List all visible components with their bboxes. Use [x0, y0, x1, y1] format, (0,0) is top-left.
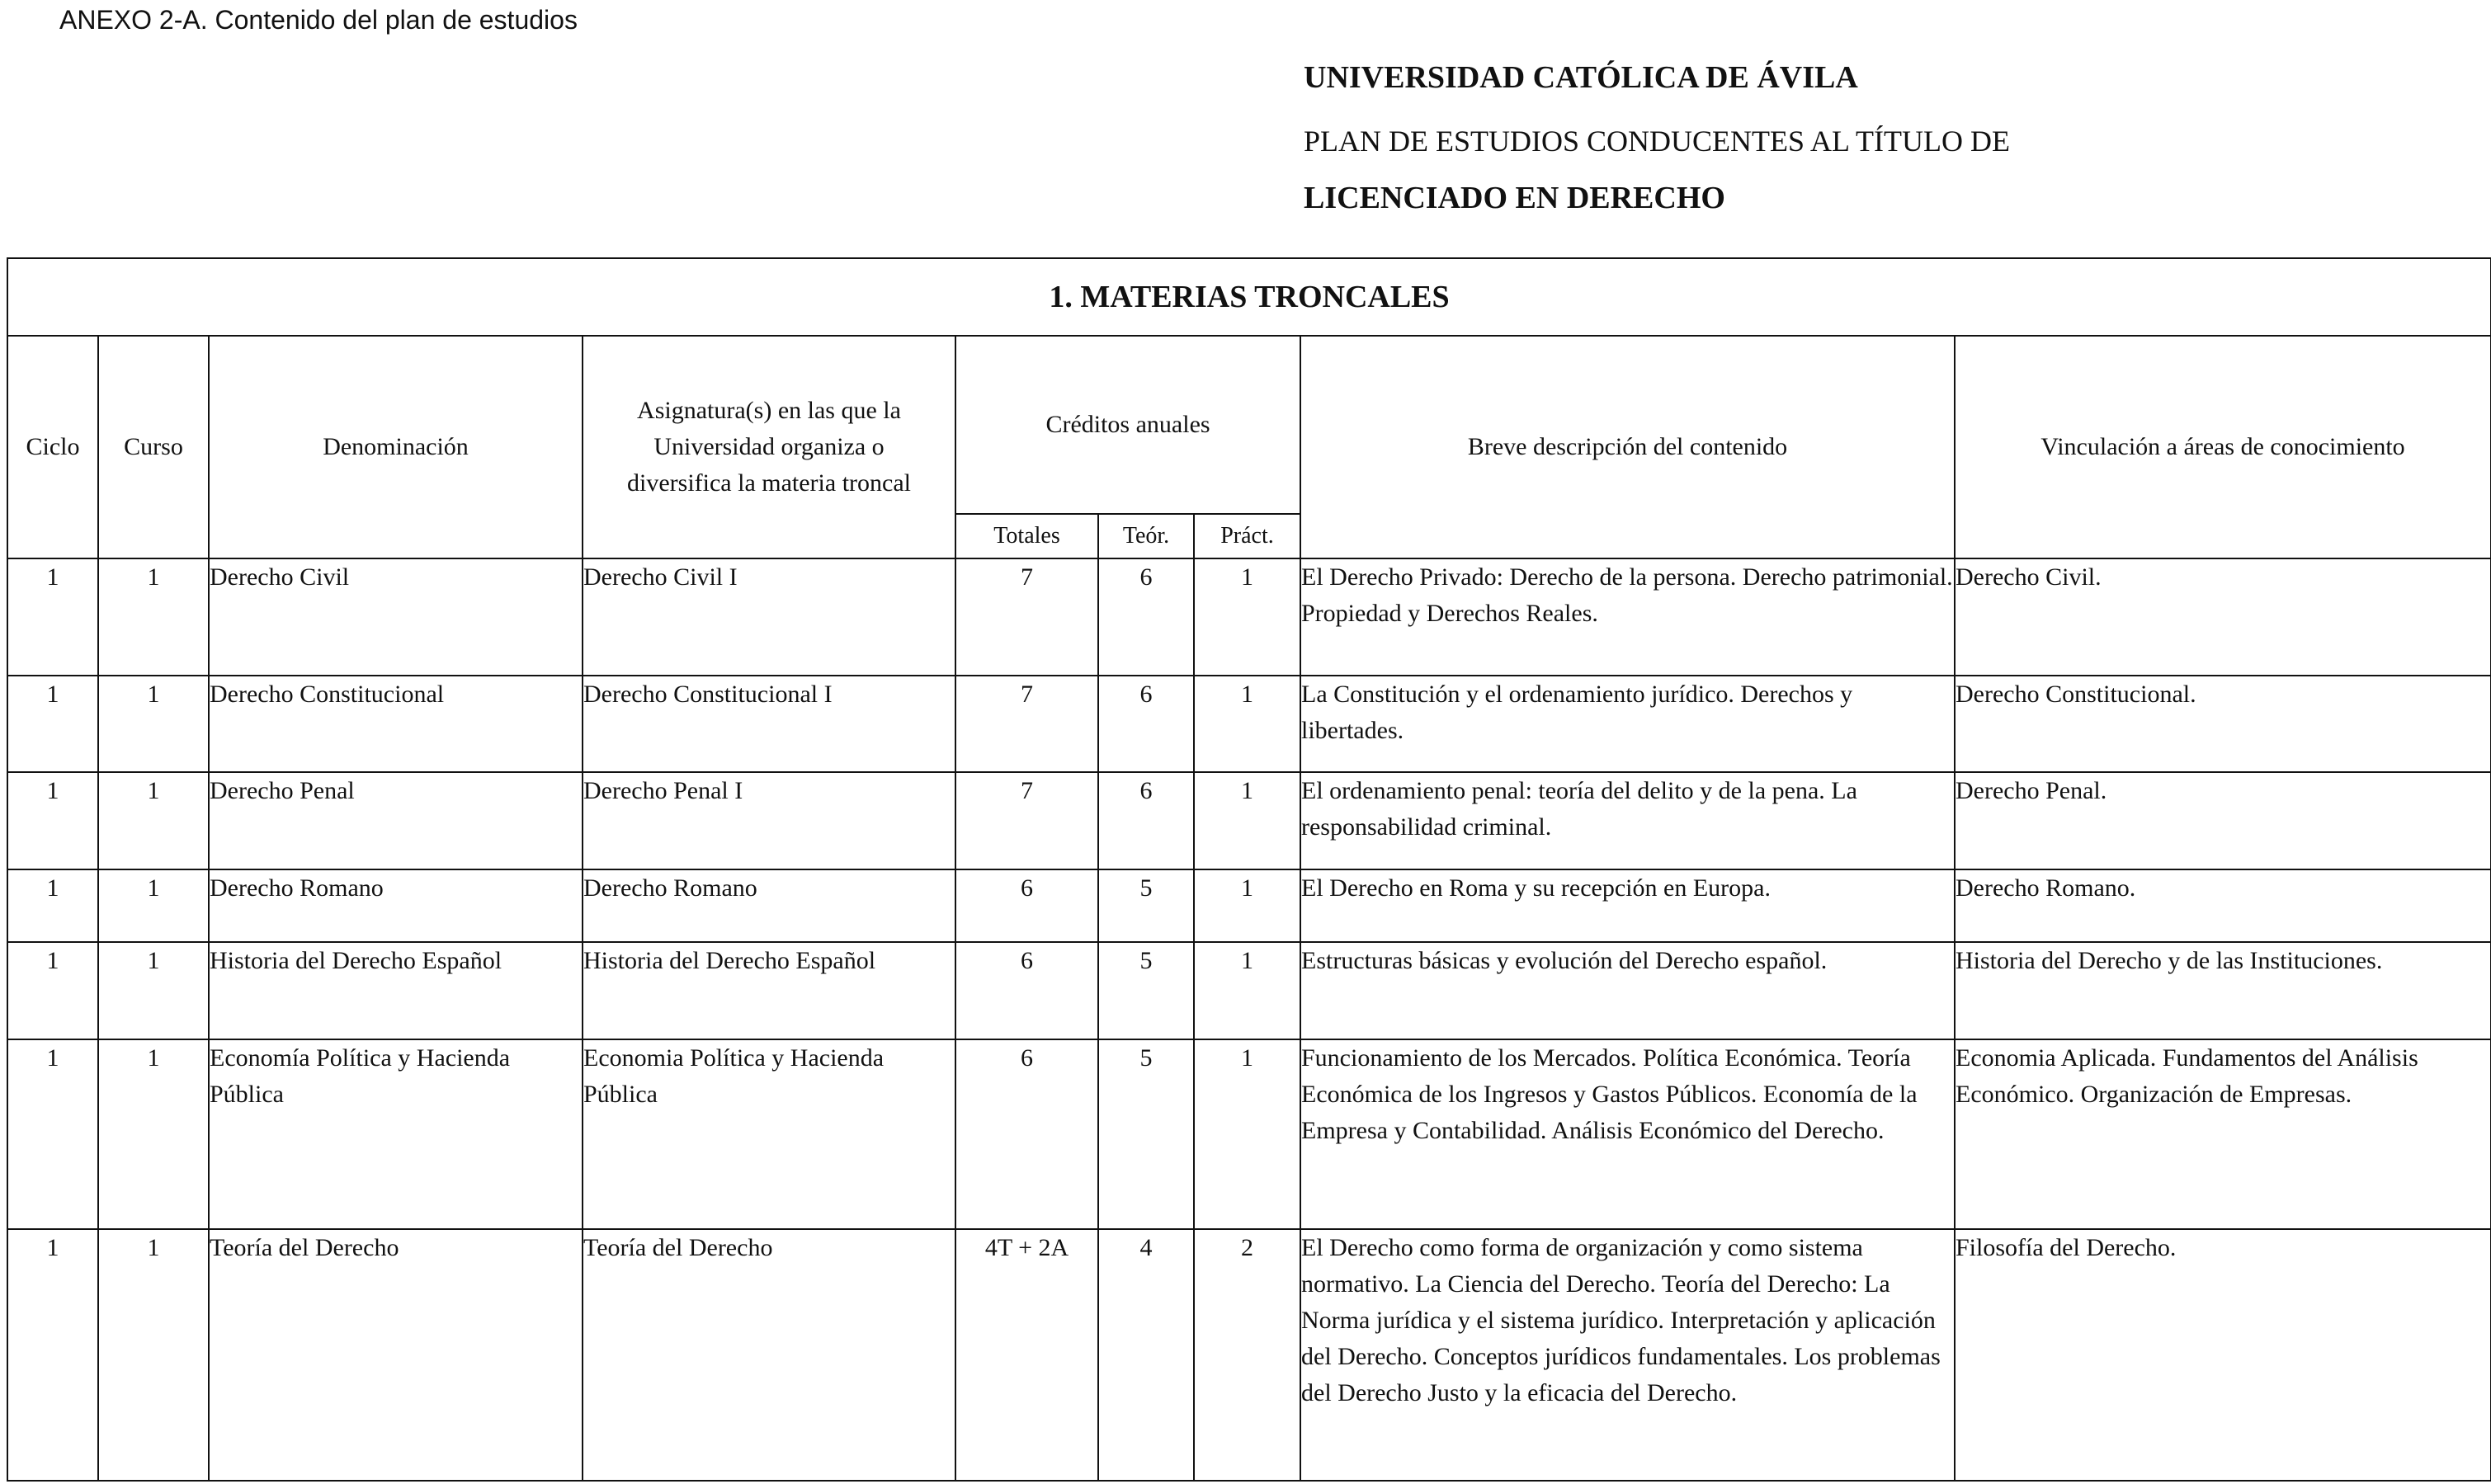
cell-curso: 1 — [98, 1039, 209, 1229]
cell-vinculacion: Economia Aplicada. Fundamentos del Análisis Económico. Organización de Empresas. — [1955, 1039, 2491, 1229]
header-descripcion: Breve descripción del contenido — [1300, 336, 1955, 558]
cell-totales: 6 — [955, 869, 1098, 942]
cell-totales: 4T + 2A — [955, 1229, 1098, 1481]
table-row — [7, 558, 2491, 676]
degree-title: LICENCIADO EN DERECHO — [1304, 181, 1725, 215]
cell-vinculacion: Filosofía del Derecho. — [1955, 1229, 2491, 1481]
table-row — [7, 1229, 2491, 1481]
section-title: 1. MATERIAS TRONCALES — [7, 258, 2491, 336]
cell-curso: 1 — [98, 772, 209, 869]
cell-totales: 6 — [955, 1039, 1098, 1229]
cell-asignatura: Derecho Constitucional I — [583, 676, 955, 772]
cell-ciclo: 1 — [7, 869, 98, 942]
cell-vinculacion: Derecho Romano. — [1955, 869, 2491, 942]
cell-vinculacion: Derecho Penal. — [1955, 772, 2491, 869]
header-creditos: Créditos anuales — [955, 336, 1300, 514]
table-row — [7, 676, 2491, 772]
cell-vinculacion: Derecho Civil. — [1955, 558, 2491, 676]
cell-pract: 1 — [1194, 942, 1300, 1039]
cell-descripcion: Estructuras básicas y evolución del Derecho español. — [1300, 942, 1955, 1039]
header-denominacion: Denominación — [209, 336, 583, 558]
header-pract: Práct. — [1194, 514, 1300, 558]
cell-totales: 7 — [955, 558, 1098, 676]
cell-teor: 5 — [1098, 942, 1194, 1039]
cell-curso: 1 — [98, 869, 209, 942]
table-row — [7, 869, 2491, 942]
cell-descripcion: El Derecho como forma de organización y como sistema normativo. La Ciencia del Derecho. Teoría del Derecho: La Norma jurídica y el sistema jurídico. Interpretación y aplicación del Derecho. Conceptos jurídicos fundamentales. Los problemas del Derecho Justo y la eficacia del Derecho. — [1300, 1229, 1955, 1481]
cell-asignatura: Derecho Romano — [583, 869, 955, 942]
cell-ciclo: 1 — [7, 942, 98, 1039]
cell-denominacion: Derecho Romano — [209, 869, 583, 942]
cell-denominacion: Derecho Constitucional — [209, 676, 583, 772]
cell-vinculacion: Historia del Derecho y de las Instituciones. — [1955, 942, 2491, 1039]
cell-teor: 6 — [1098, 558, 1194, 676]
header-teor: Teór. — [1098, 514, 1194, 558]
table-row — [7, 942, 2491, 1039]
header-totales: Totales — [955, 514, 1098, 558]
cell-denominacion: Economía Política y Hacienda Pública — [209, 1039, 583, 1229]
cell-curso: 1 — [98, 942, 209, 1039]
cell-pract: 1 — [1194, 772, 1300, 869]
cell-vinculacion: Derecho Constitucional. — [1955, 676, 2491, 772]
header-vinculacion: Vinculación a áreas de conocimiento — [1955, 336, 2491, 558]
cell-pract: 2 — [1194, 1229, 1300, 1481]
cell-teor: 6 — [1098, 676, 1194, 772]
cell-denominacion: Derecho Penal — [209, 772, 583, 869]
cell-teor: 4 — [1098, 1229, 1194, 1481]
cell-ciclo: 1 — [7, 1229, 98, 1481]
cell-asignatura: Derecho Civil I — [583, 558, 955, 676]
cell-totales: 7 — [955, 676, 1098, 772]
cell-pract: 1 — [1194, 676, 1300, 772]
annex-label: ANEXO 2-A. Contenido del plan de estudios — [59, 5, 578, 35]
table-row — [7, 772, 2491, 869]
plan-line: PLAN DE ESTUDIOS CONDUCENTES AL TÍTULO DE — [1304, 125, 2010, 158]
cell-asignatura: Teoría del Derecho — [583, 1229, 955, 1481]
cell-ciclo: 1 — [7, 772, 98, 869]
cell-pract: 1 — [1194, 558, 1300, 676]
table-row — [7, 1039, 2491, 1229]
cell-curso: 1 — [98, 558, 209, 676]
cell-descripcion: El Derecho Privado: Derecho de la persona. Derecho patrimonial. Propiedad y Derechos Reales. — [1300, 558, 1955, 676]
cell-asignatura: Economia Política y Hacienda Pública — [583, 1039, 955, 1229]
cell-teor: 6 — [1098, 772, 1194, 869]
cell-pract: 1 — [1194, 1039, 1300, 1229]
cell-denominacion: Derecho Civil — [209, 558, 583, 676]
cell-descripcion: El ordenamiento penal: teoría del delito y de la pena. La responsabilidad criminal. — [1300, 772, 1955, 869]
header-asignaturas: Asignatura(s) en las que la Universidad organiza o diversifica la materia troncal — [583, 336, 955, 558]
cell-totales: 6 — [955, 942, 1098, 1039]
cell-curso: 1 — [98, 1229, 209, 1481]
header-ciclo: Ciclo — [7, 336, 98, 558]
cell-asignatura: Derecho Penal I — [583, 772, 955, 869]
cell-ciclo: 1 — [7, 558, 98, 676]
cell-denominacion: Historia del Derecho Español — [209, 942, 583, 1039]
header-curso: Curso — [98, 336, 209, 558]
subjects-table — [7, 257, 2491, 1482]
cell-denominacion: Teoría del Derecho — [209, 1229, 583, 1481]
university-name: UNIVERSIDAD CATÓLICA DE ÁVILA — [1304, 60, 1858, 95]
cell-descripcion: El Derecho en Roma y su recepción en Europa. — [1300, 869, 1955, 942]
cell-ciclo: 1 — [7, 676, 98, 772]
cell-curso: 1 — [98, 676, 209, 772]
cell-teor: 5 — [1098, 1039, 1194, 1229]
cell-ciclo: 1 — [7, 1039, 98, 1229]
cell-descripcion: La Constitución y el ordenamiento jurídico. Derechos y libertades. — [1300, 676, 1955, 772]
cell-teor: 5 — [1098, 869, 1194, 942]
cell-pract: 1 — [1194, 869, 1300, 942]
cell-descripcion: Funcionamiento de los Mercados. Política Económica. Teoría Económica de los Ingresos y Gastos Públicos. Economía de la Empresa y Contabilidad. Análisis Económico del Derecho. — [1300, 1039, 1955, 1229]
cell-totales: 7 — [955, 772, 1098, 869]
cell-asignatura: Historia del Derecho Español — [583, 942, 955, 1039]
